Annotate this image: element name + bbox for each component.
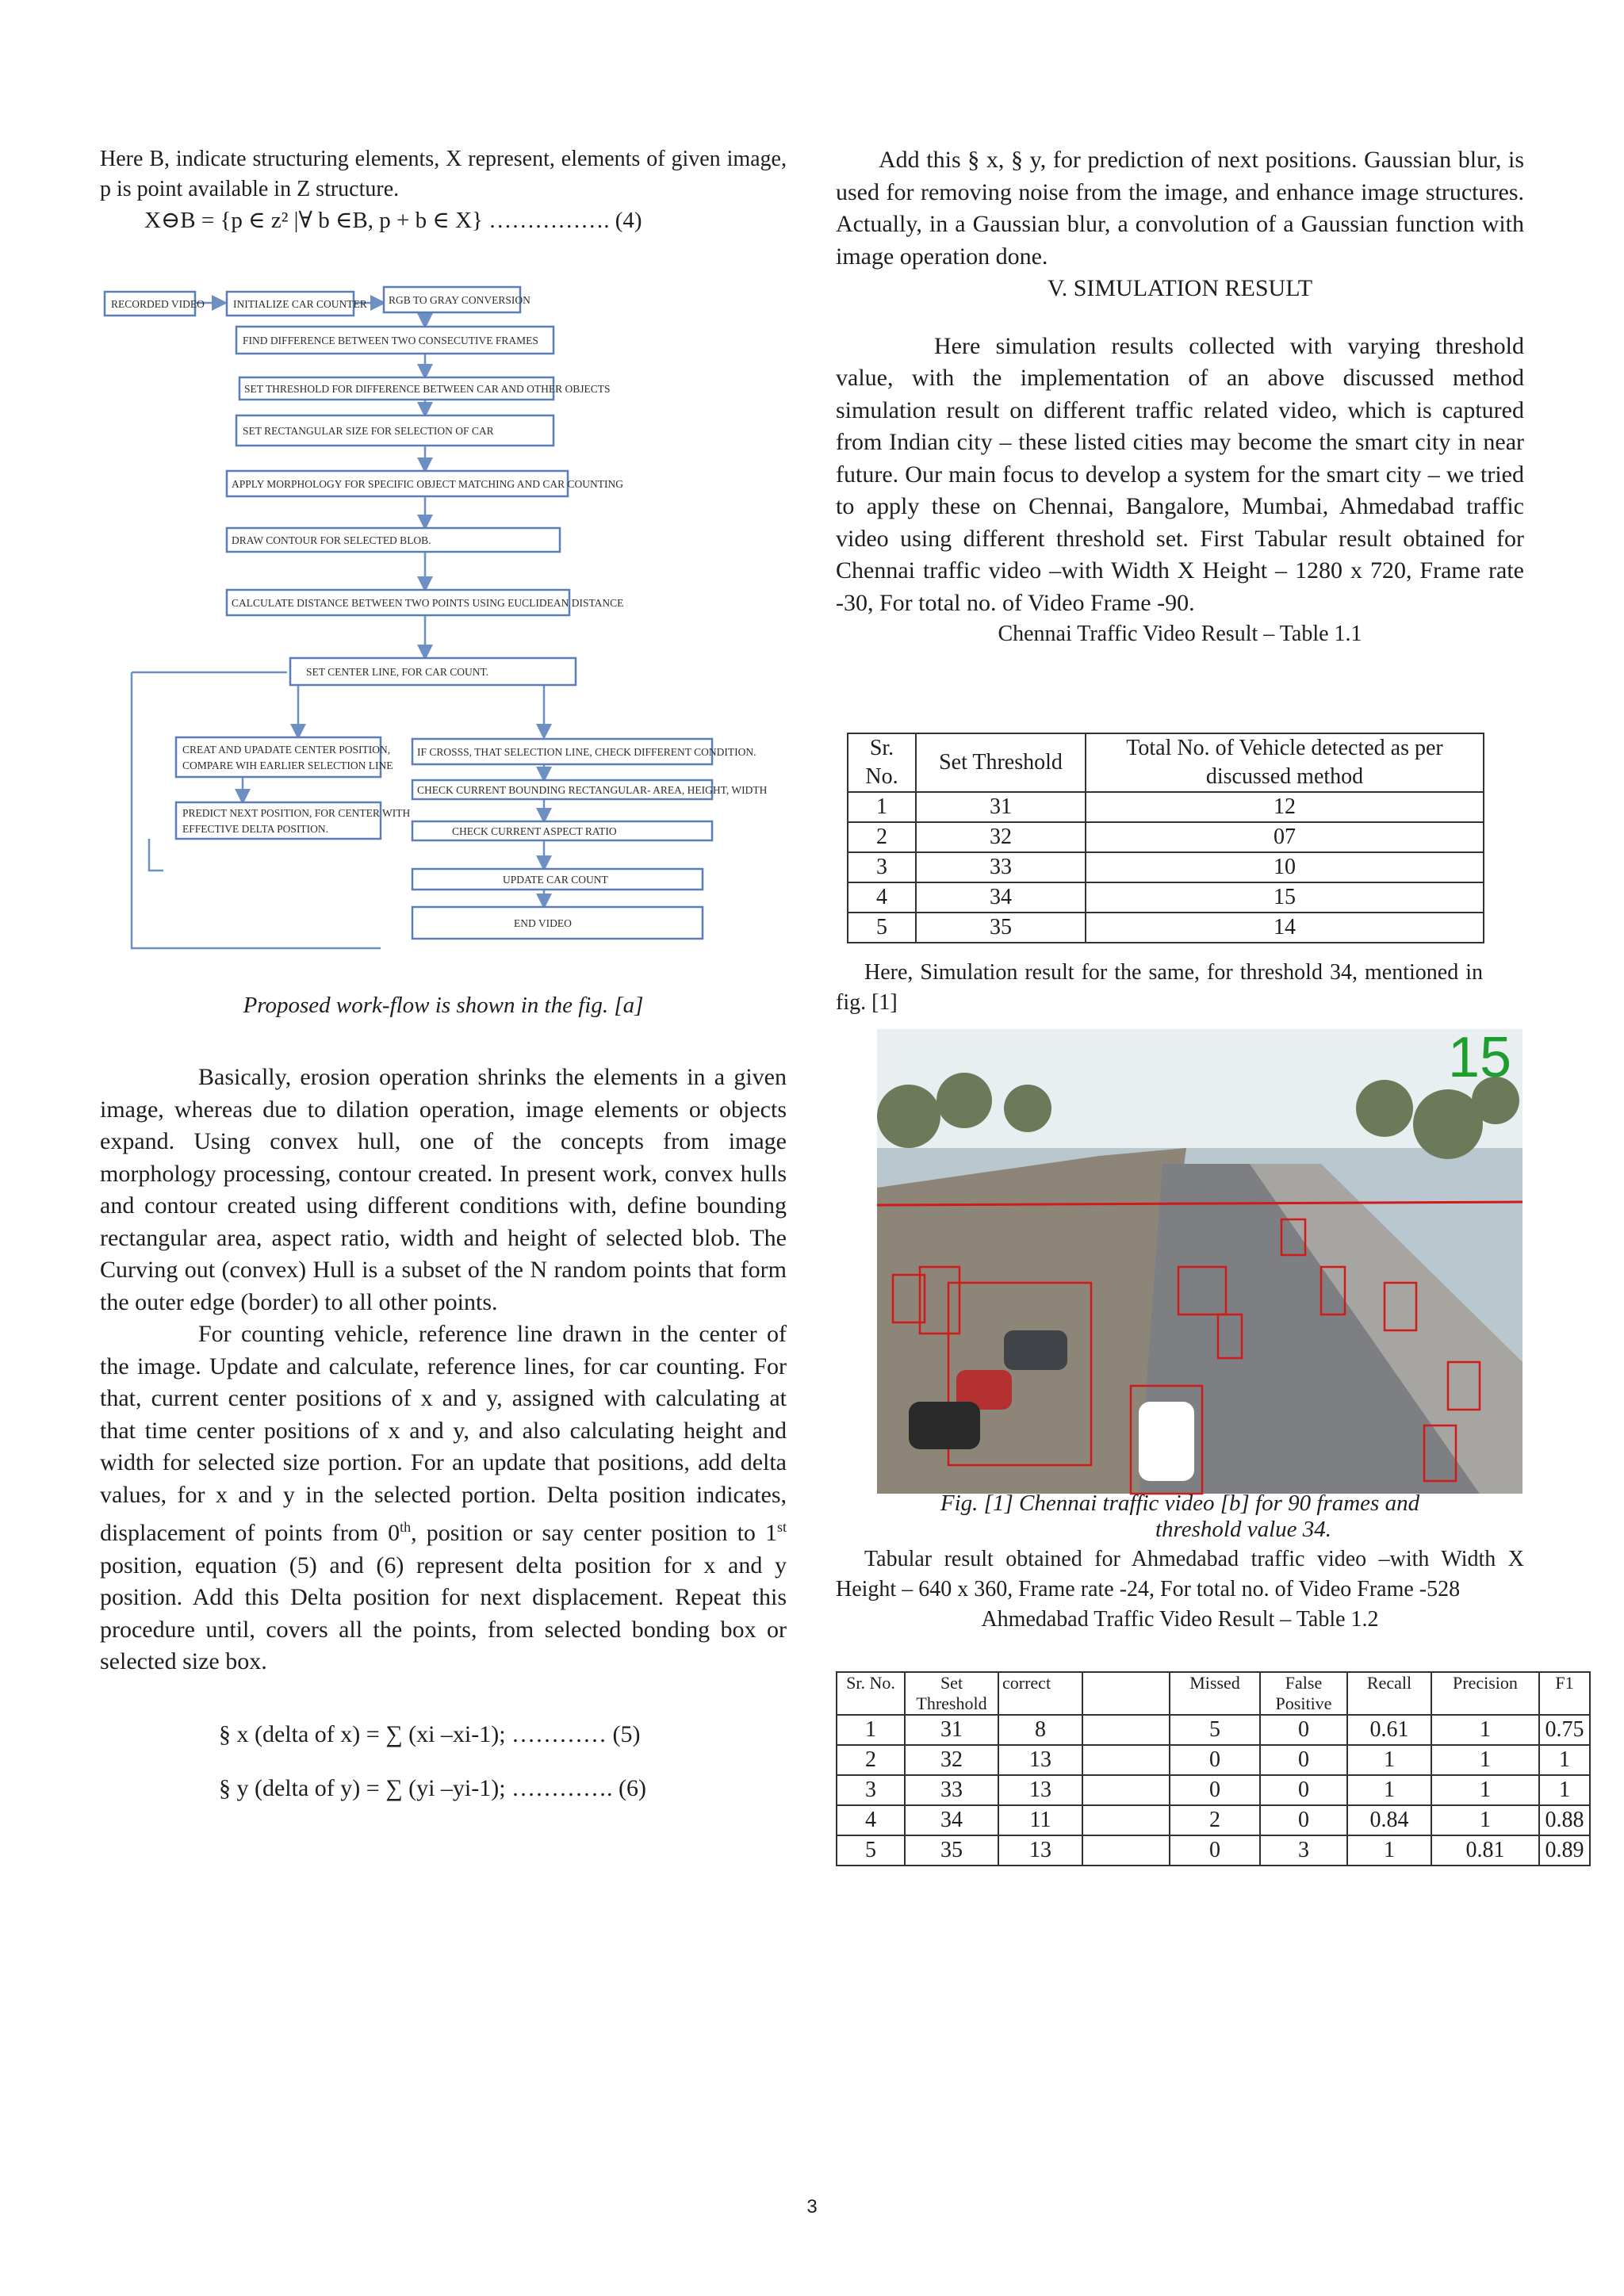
table-cell: 0.81 xyxy=(1431,1835,1539,1866)
table-cell: 0.88 xyxy=(1539,1805,1590,1835)
table-cell: 1 xyxy=(1347,1745,1431,1775)
svg-text:EFFECTIVE DELTA POSITION.: EFFECTIVE DELTA POSITION. xyxy=(182,823,329,835)
equation-5: § x (delta of x) = ∑ (xi –xi-1); ………… (5) xyxy=(219,1720,641,1747)
table-cell xyxy=(1082,1715,1170,1745)
svg-text:INITIALIZE CAR COUNTER: INITIALIZE CAR COUNTER xyxy=(233,298,367,310)
table-row xyxy=(848,792,1484,822)
table-cell: 0.61 xyxy=(1347,1715,1431,1745)
workflow-flowchart xyxy=(100,284,768,955)
table-cell: 33 xyxy=(905,1775,998,1805)
fig1-caption-line2: threshold value 34. xyxy=(1155,1517,1332,1542)
table-chennai xyxy=(847,733,1484,943)
table-cell: 5 xyxy=(848,913,916,943)
svg-text:APPLY MORPHOLOGY FOR SPECIFIC: APPLY MORPHOLOGY FOR SPECIFIC OBJECT MATCHING AND CAR COUNTING xyxy=(232,478,623,490)
table-cell: 0 xyxy=(1260,1715,1347,1745)
table-cell: 1 xyxy=(1347,1835,1431,1866)
table-cell xyxy=(1082,1775,1170,1805)
vehicle-count-overlay: 15 xyxy=(1448,1026,1512,1089)
paragraph-counting: For counting vehicle, reference line drawn in the center of the image. Update and calculate, reference lines, for car counting. For that, current center positions of x and y, assigned with calculating at that time center positions of x and y, and also calculating height and width for selected size portion. For an update that positions, add delta values, for x and y in the selected portion. Delta position indicates, displacement of points from 0th, position or say center position to 1st position, equation (5) and (6) represent delta position for x and y position. Add this Delta position for next displacement. Repeat this procedure until, covers all the points, from selected bonding box or selected size box. xyxy=(100,1321,787,1674)
table-cell: 3 xyxy=(1260,1835,1347,1866)
svg-text:CREAT AND UPADATE CENTER POSIT: CREAT AND UPADATE CENTER POSITION, xyxy=(182,744,391,756)
table-cell: 31 xyxy=(916,792,1086,822)
table-cell: 15 xyxy=(1086,882,1484,913)
table-cell: 0.84 xyxy=(1347,1805,1431,1835)
flow-node-draw-contour xyxy=(227,528,560,552)
flow-node-euclidean xyxy=(227,590,623,615)
flow-node-recorded-video xyxy=(105,292,205,316)
table-cell: 35 xyxy=(916,913,1086,943)
fig1-caption-line1: Fig. [1] Chennai traffic video [b] for 90 frames and xyxy=(940,1490,1420,1516)
table-cell: 3 xyxy=(848,852,916,882)
flow-node-end-video xyxy=(412,907,703,939)
flow-node-if-cross xyxy=(412,739,756,764)
paragraph-simulation: Here simulation results collected with varying threshold value, with the implementation of an above discussed method simulation result on different traffic related video, which is captured from Indian city – these listed cities may become the smart city in near future. Our main focus to develop a system for the smart city – we tried to apply these on Chennai, Bangalore, Mumbai, Ahmedabad traffic video using different threshold set. First Tabular result obtained for Chennai traffic video –with Width X Height – 1280 x 720, Frame rate -30, For total no. of Video Frame -90. xyxy=(836,332,1524,616)
table-cell: 1 xyxy=(1539,1745,1590,1775)
table-cell: 07 xyxy=(1086,822,1484,852)
svg-text:CALCULATE DISTANCE BETWEEN TWO: CALCULATE DISTANCE BETWEEN TWO POINTS USING EUCLIDEAN DISTANCE xyxy=(232,597,624,609)
header-cell: Set Threshold xyxy=(916,733,1086,792)
svg-text:SET THRESHOLD FOR DIFFERENCE B: SET THRESHOLD FOR DIFFERENCE BETWEEN CAR AND OTHER OBJECTS xyxy=(244,383,611,395)
table-row xyxy=(837,1745,1590,1775)
table-cell xyxy=(1082,1835,1170,1866)
svg-text:RECORDED VIDEO: RECORDED VIDEO xyxy=(111,298,205,310)
table-row xyxy=(848,913,1484,943)
paragraph-erosion: Basically, erosion operation shrinks the elements in a given image, whereas due to dilation operation, image elements or objects expand. Using convex hull, one of the concepts from image morphology processing, contour created. In present work, convex hulls and contour created using different conditions with, define bounding rectangular area, aspect ratio, width and height of selected blob. The Curving out (convex) Hull is a subset of the N random points that form the outer edge (border) to all other points. xyxy=(100,1064,787,1315)
table-cell: 1 xyxy=(1431,1805,1539,1835)
table-cell: 13 xyxy=(998,1745,1082,1775)
table-cell: 1 xyxy=(1431,1715,1539,1745)
workflow-caption: Proposed work-flow is shown in the fig. [a] xyxy=(243,993,644,1018)
table-row xyxy=(848,852,1484,882)
table-cell: 0 xyxy=(1260,1745,1347,1775)
left-column-lower xyxy=(100,993,787,1802)
header-cell: Missed xyxy=(1170,1672,1260,1715)
table-cell: 1 xyxy=(848,792,916,822)
table-cell: 3 xyxy=(837,1775,905,1805)
svg-text:CHECK CURRENT BOUNDING RECTANG: CHECK CURRENT BOUNDING RECTANGULAR- AREA, HEIGHT, WIDTH xyxy=(417,784,768,796)
header-cell: Set Threshold xyxy=(905,1672,998,1715)
fig1-caption-block xyxy=(836,1490,1524,1635)
flow-node-init-counter xyxy=(227,292,367,316)
table-cell: 11 xyxy=(998,1805,1082,1835)
table-cell xyxy=(1082,1745,1170,1775)
svg-text:FIND DIFFERENCE BETWEEN TWO CO: FIND DIFFERENCE BETWEEN TWO CONSECUTIVE FRAMES xyxy=(243,335,538,346)
table-header-row xyxy=(837,1672,1590,1715)
table-cell: 10 xyxy=(1086,852,1484,882)
header-cell xyxy=(1082,1672,1170,1715)
table-cell: 0.75 xyxy=(1539,1715,1590,1745)
table-cell: 33 xyxy=(916,852,1086,882)
table-header-row xyxy=(848,733,1484,792)
table-cell: 0 xyxy=(1170,1745,1260,1775)
table-row xyxy=(848,882,1484,913)
table2-title: Ahmedabad Traffic Video Result – Table 1.2 xyxy=(981,1607,1379,1632)
svg-text:CHECK CURRENT ASPECT RATIO: CHECK CURRENT ASPECT RATIO xyxy=(452,825,617,837)
header-cell: Sr. No. xyxy=(848,733,916,792)
table-cell: 34 xyxy=(916,882,1086,913)
table-cell xyxy=(1082,1805,1170,1835)
svg-text:END VIDEO: END VIDEO xyxy=(514,917,572,929)
left-column xyxy=(100,144,787,236)
table-cell: 0 xyxy=(1170,1775,1260,1805)
flow-node-set-threshold xyxy=(239,377,611,400)
flow-node-check-bounding xyxy=(412,780,768,799)
header-cell: correct xyxy=(998,1672,1082,1715)
table-ahmedabad xyxy=(836,1671,1591,1866)
section-heading-simulation: V. SIMULATION RESULT xyxy=(1047,275,1313,301)
table1-title: Chennai Traffic Video Result – Table 1.1 xyxy=(998,622,1362,646)
svg-text:IF CROSSS, THAT SELECTION LINE: IF CROSSS, THAT SELECTION LINE, CHECK DIFFERENT CONDITION. xyxy=(417,746,756,758)
flow-node-center-line xyxy=(290,658,576,685)
table-cell: 4 xyxy=(848,882,916,913)
flow-node-rect-size xyxy=(236,415,553,446)
table-cell: 13 xyxy=(998,1835,1082,1866)
svg-text:DRAW CONTOUR FOR SELECTED BLOB: DRAW CONTOUR FOR SELECTED BLOB. xyxy=(232,534,431,546)
table-cell: 5 xyxy=(837,1835,905,1866)
table-cell: 4 xyxy=(837,1805,905,1835)
header-cell: Sr. No. xyxy=(837,1672,905,1715)
header-cell: F1 xyxy=(1539,1672,1590,1715)
right-column xyxy=(836,144,1524,649)
svg-text:PREDICT NEXT POSITION, FOR CEN: PREDICT NEXT POSITION, FOR CENTER WITH xyxy=(182,807,411,819)
intro-paragraph: Here B, indicate structuring elements, X represent, elements of given image, p is point available in Z structure. xyxy=(100,147,787,201)
svg-text:COMPARE WIH EARLIER SELECTION: COMPARE WIH EARLIER SELECTION LINE xyxy=(182,760,393,771)
table-row xyxy=(837,1775,1590,1805)
paragraph-threshold-34: Here, Simulation result for the same, for threshold 34, mentioned in fig. [1] xyxy=(836,960,1483,1015)
table-cell: 0 xyxy=(1260,1805,1347,1835)
header-cell: Recall xyxy=(1347,1672,1431,1715)
paragraph-gaussian: Add this § x, § y, for prediction of next positions. Gaussian blur, is used for removing noise from the image, and enhance image structures. Actually, in a Gaussian blur, a convolution of a Gaussian function with image operation done. xyxy=(836,147,1524,270)
chennai-traffic-photo xyxy=(877,1026,1522,1494)
table-cell: 0.89 xyxy=(1539,1835,1590,1866)
svg-text:SET RECTANGULAR SIZE FOR SELEC: SET RECTANGULAR SIZE FOR SELECTION OF CAR xyxy=(243,425,494,437)
table-cell: 35 xyxy=(905,1835,998,1866)
table-cell: 1 xyxy=(837,1715,905,1745)
table-cell: 32 xyxy=(916,822,1086,852)
svg-text:RGB TO GRAY CONVERSION: RGB TO GRAY CONVERSION xyxy=(389,294,530,306)
table-cell: 0 xyxy=(1170,1835,1260,1866)
table-row xyxy=(837,1835,1590,1866)
flow-node-update-count xyxy=(412,869,703,890)
svg-text:UPDATE CAR COUNT: UPDATE CAR COUNT xyxy=(503,874,608,886)
header-cell: False Positive xyxy=(1260,1672,1347,1715)
flow-node-predict-next xyxy=(176,802,411,839)
flow-node-update-center xyxy=(176,737,393,777)
svg-text:SET CENTER LINE, FOR CAR COUNT: SET CENTER LINE, FOR CAR COUNT. xyxy=(306,666,489,678)
table-row xyxy=(837,1805,1590,1835)
table-cell: 32 xyxy=(905,1745,998,1775)
table-row xyxy=(837,1715,1590,1745)
header-cell: Precision xyxy=(1431,1672,1539,1715)
table-cell: 2 xyxy=(1170,1805,1260,1835)
equation-4: X⊖B = {p ∈ z² |∀ b ∈B, p + b ∈ X} ……………. (4) xyxy=(144,208,642,233)
table-cell: 34 xyxy=(905,1805,998,1835)
table-cell: 1 xyxy=(1539,1775,1590,1805)
flow-node-aspect-ratio xyxy=(412,821,712,840)
table-cell: 12 xyxy=(1086,792,1484,822)
table-cell: 2 xyxy=(848,822,916,852)
table-cell: 8 xyxy=(998,1715,1082,1745)
table-cell: 1 xyxy=(1347,1775,1431,1805)
header-cell: Total No. of Vehicle detected as per discussed method xyxy=(1086,733,1484,792)
table-cell: 0 xyxy=(1260,1775,1347,1805)
table-row xyxy=(848,822,1484,852)
page-number: 3 xyxy=(806,2196,818,2218)
table-cell: 5 xyxy=(1170,1715,1260,1745)
table-cell: 1 xyxy=(1431,1745,1539,1775)
flow-node-morphology xyxy=(227,471,623,496)
table-cell: 31 xyxy=(905,1715,998,1745)
equation-6: § y (delta of y) = ∑ (yi –yi-1); …………. (6) xyxy=(219,1774,647,1801)
table-cell: 1 xyxy=(1431,1775,1539,1805)
table-cell: 14 xyxy=(1086,913,1484,943)
flow-node-rgb-gray xyxy=(384,287,530,312)
paragraph-ahmedabad: Tabular result obtained for Ahmedabad traffic video –with Width X Height – 640 x 360, Frame rate -24, For total no. of Video Frame -528 xyxy=(836,1547,1524,1601)
table-cell: 13 xyxy=(998,1775,1082,1805)
flow-node-find-difference xyxy=(236,327,553,354)
table-cell: 2 xyxy=(837,1745,905,1775)
